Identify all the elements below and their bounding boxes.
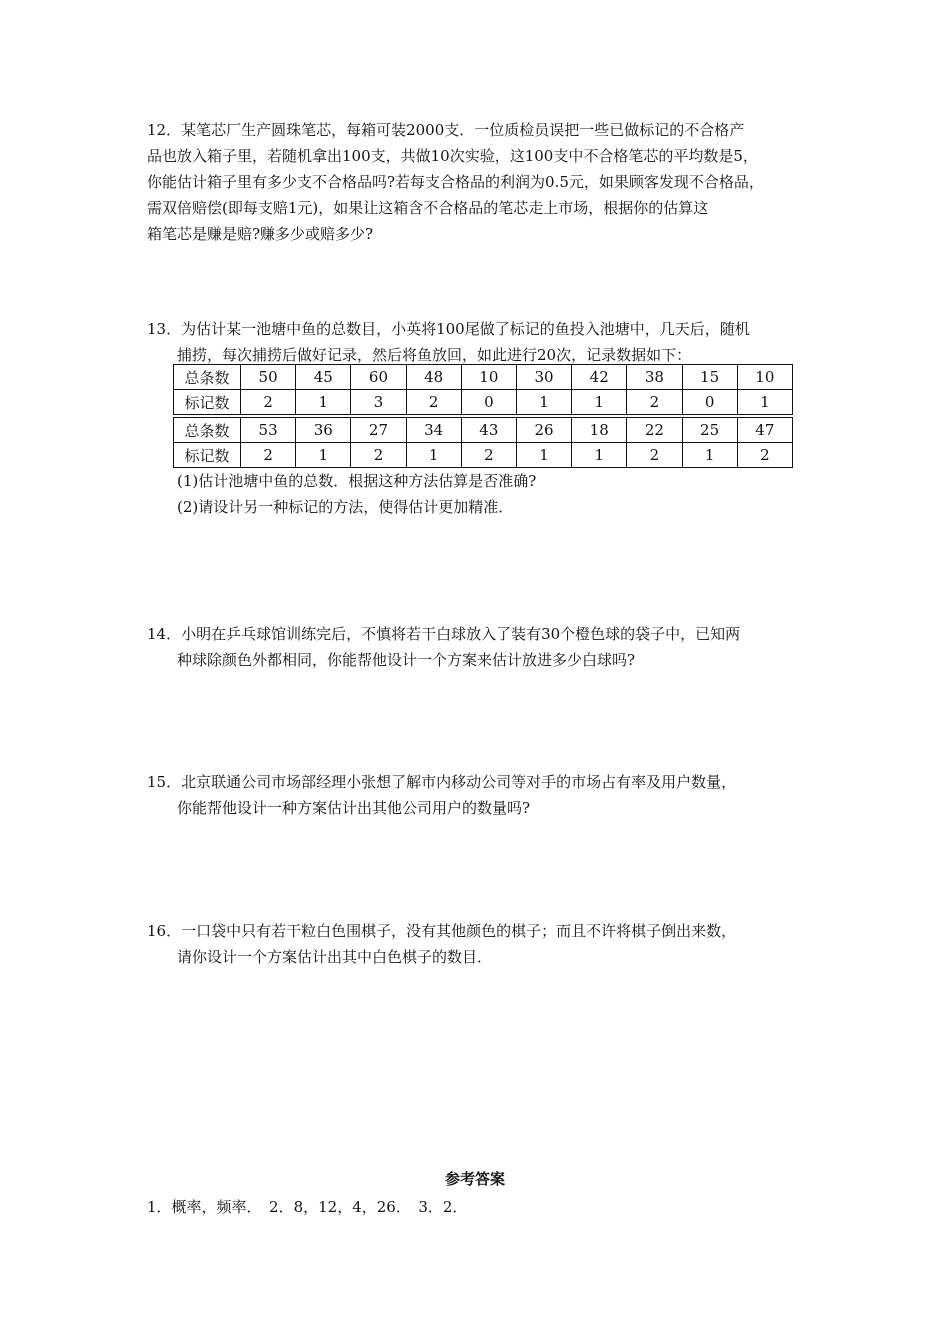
table-cell: 42: [572, 365, 627, 390]
table-cell: 38: [627, 365, 682, 390]
table-cell: 48: [406, 365, 461, 390]
table-cell: 47: [737, 418, 792, 443]
question-15-line: 你能帮他设计一种方案估计出其他公司用户的数量吗?: [177, 799, 531, 817]
question-13-line: 13．为估计某一池塘中鱼的总数目，小英将100尾做了标记的鱼投入池塘中，几天后，随机: [147, 320, 750, 338]
question-16-line: 16．一口袋中只有若干粒白色围棋子，没有其他颜色的棋子；而且不许将棋子倒出来数，: [147, 922, 737, 940]
row-header: 总条数: [174, 418, 241, 443]
table-cell: 1: [516, 390, 571, 415]
question-12-line: 你能估计箱子里有多少支不合格品吗?若每支合格品的利润为0.5元，如果顾客发现不合格品，: [147, 173, 764, 191]
table-cell: 60: [351, 365, 406, 390]
table-cell: 2: [627, 443, 682, 468]
table-cell: 22: [627, 418, 682, 443]
table-cell: 0: [682, 390, 737, 415]
table-cell: 15: [682, 365, 737, 390]
table-row: [174, 365, 793, 390]
question-14-line: 14．小明在乒乓球馆训练完后，不慎将若干白球放入了装有30个橙色球的袋子中，已知两: [147, 625, 741, 643]
question-13-sub-2: (2)请设计另一种标记的方法，使得估计更加精准．: [177, 498, 514, 516]
table-cell: 1: [516, 443, 571, 468]
row-header: 标记数: [174, 443, 241, 468]
table-cell: 43: [461, 418, 516, 443]
table-cell: 1: [406, 443, 461, 468]
question-15-line: 15．北京联通公司市场部经理小张想了解市内移动公司等对手的市场占有率及用户数量，: [147, 773, 737, 791]
question-15: [147, 769, 827, 821]
question-16-line: 请你设计一个方案估计出其中白色棋子的数目．: [177, 948, 493, 966]
table-cell: 53: [241, 418, 296, 443]
question-14: [147, 621, 827, 673]
question-13-line: 捕捞，每次捕捞后做好记录，然后将鱼放回，如此进行20次，记录数据如下：: [177, 346, 692, 364]
table-cell: 27: [351, 418, 406, 443]
table-cell: 45: [296, 365, 351, 390]
table-cell: 3: [351, 390, 406, 415]
table-cell: 1: [296, 390, 351, 415]
table-cell: 25: [682, 418, 737, 443]
fish-record-table: [173, 417, 793, 468]
table-cell: 36: [296, 418, 351, 443]
answers-line: 1．概率，频率． 2．8，12，4，26． 3．2．: [147, 1198, 468, 1216]
question-13-subparts: [177, 468, 536, 520]
question-12: [147, 117, 827, 247]
question-12-line: 箱笔芯是赚是赔?赚多少或赔多少?: [147, 225, 374, 243]
table-cell: 18: [572, 418, 627, 443]
row-header: 总条数: [174, 365, 241, 390]
table-row: [174, 390, 793, 415]
table-cell: 26: [516, 418, 571, 443]
table-cell: 1: [737, 390, 792, 415]
answers-title: 参考答案: [444, 1170, 505, 1188]
question-13: [147, 316, 827, 368]
table-cell: 1: [572, 443, 627, 468]
question-13-sub-1: (1)估计池塘中鱼的总数．根据这种方法估算是否准确?: [177, 472, 537, 490]
question-16: [147, 918, 827, 970]
table-row: [174, 418, 793, 443]
table-cell: 0: [461, 390, 516, 415]
question-12-line: 需双倍赔偿(即每支赔1元)，如果让这箱含不合格品的笔芯走上市场，根据你的估算这: [147, 199, 709, 217]
table-cell: 10: [737, 365, 792, 390]
table-cell: 1: [572, 390, 627, 415]
table-cell: 2: [351, 443, 406, 468]
table-cell: 30: [516, 365, 571, 390]
table-cell: 10: [461, 365, 516, 390]
row-header: 标记数: [174, 390, 241, 415]
question-14-line: 种球除颜色外都相同，你能帮他设计一个方案来估计放进多少白球吗?: [177, 651, 636, 669]
table-cell: 2: [406, 390, 461, 415]
table-cell: 34: [406, 418, 461, 443]
table-cell: 50: [241, 365, 296, 390]
fish-record-table: [173, 364, 793, 415]
question-12-line: 12．某笔芯厂生产圆珠笔芯，每箱可装2000支．一位质检员误把一些已做标记的不合格产: [147, 121, 745, 139]
question-12-line: 品也放入箱子里，若随机拿出100支，共做10次实验，这100支中不合格笔芯的平均数是5，: [147, 147, 758, 165]
table-row: [174, 443, 793, 468]
table-cell: 2: [241, 390, 296, 415]
table-cell: 1: [296, 443, 351, 468]
table-cell: 2: [737, 443, 792, 468]
table-cell: 2: [241, 443, 296, 468]
table-cell: 2: [627, 390, 682, 415]
table-cell: 2: [461, 443, 516, 468]
table-cell: 1: [682, 443, 737, 468]
